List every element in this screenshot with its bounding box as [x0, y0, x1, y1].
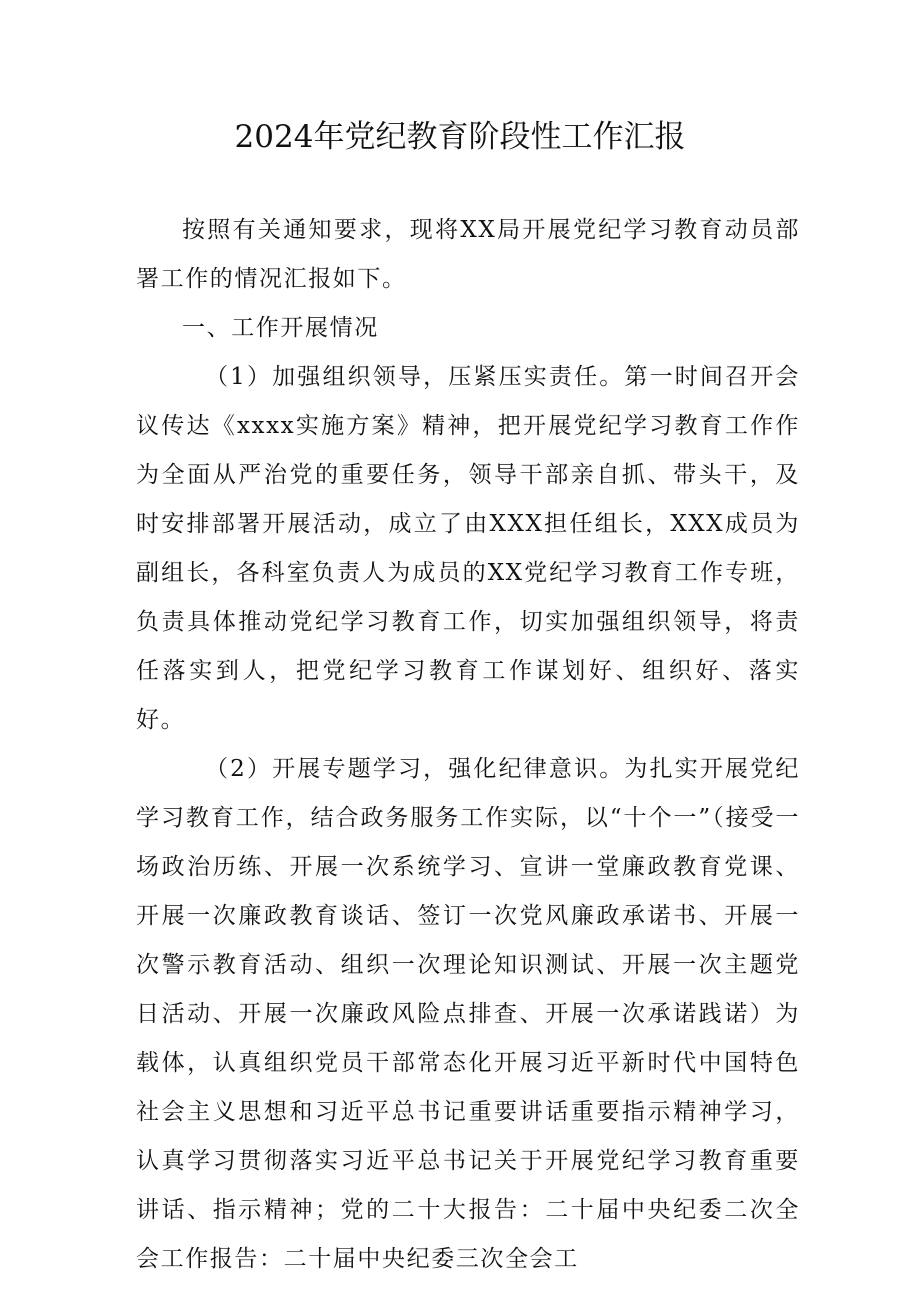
subsection-paragraph-2: （2）开展专题学习，强化纪律意识。为扎实开展党纪学习教育工作，结合政务服务工作实际，以“十个一”（接受一场政治历练、开展一次系统学习、宣讲一堂廉政教育党课、开展一次廉政教育谈话、签订一次党风廉政承诺书、开展一次警示教育活动、组织一次理论知识测试、开展一次主题党日活动、开展一次廉政风险点排查、开展一次承诺践诺）为载体，认真组织党员干部常态化开展习近平新时代中国特色社会主义思想和习近平总书记重要讲话重要指示精神学习，认真学习贯彻落实习近平总书记关于开展党纪学习教育重要讲话、指示精神；党的二十大报告：二十届中央纪委二次全会工作报告：二十届中央纪委三次全会工	[136, 756, 800, 1272]
intro-paragraph: 按照有关通知要求，现将XX局开展党纪学习教育动员部署工作的情况汇报如下。	[136, 217, 800, 292]
section-heading: 一、工作开展情况	[182, 315, 379, 341]
document-body	[136, 206, 800, 1284]
document-title: 2024年党纪教育阶段性工作汇报	[234, 119, 686, 155]
subsection-paragraph-1: （1）加强组织领导，压紧压实责任。第一时间召开会议传达《xxxx实施方案》精神，把开展党纪学习教育工作作为全面从严治党的重要任务，领导干部亲自抓、带头干，及时安排部署开展活动，成立了由XXX担任组长，XXX成员为副组长，各科室负责人为成员的XX党纪学习教育工作专班，负责具体推动党纪学习教育工作，切实加强组织领导，将责任落实到人，把党纪学习教育工作谋划好、组织好、落实好。	[136, 364, 800, 733]
